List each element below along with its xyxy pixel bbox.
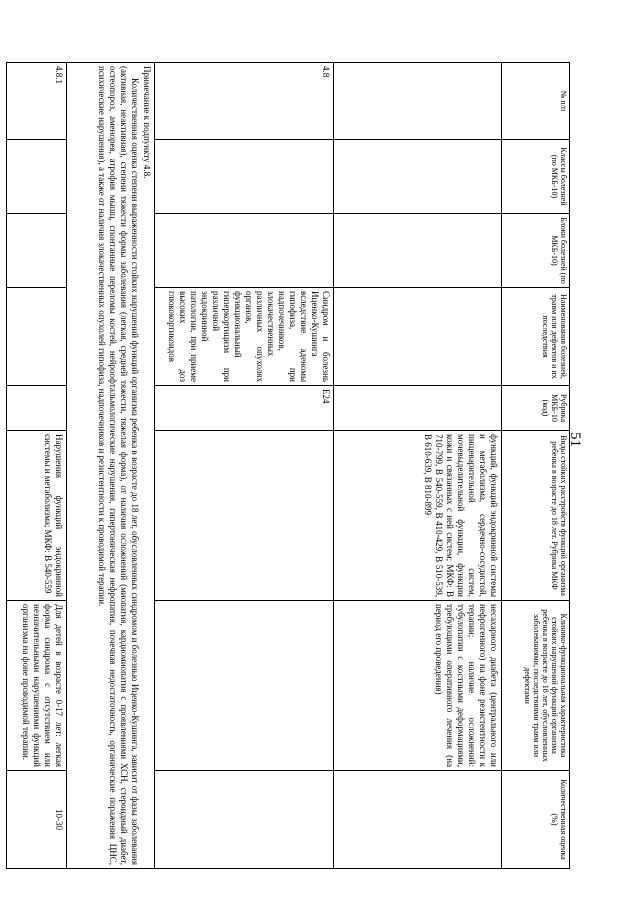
header-score: Количественная оценка (%) xyxy=(501,771,569,869)
disability-criteria-table xyxy=(6,62,570,869)
header-disease-names: Наименования болезней, травм или дефектов и их последствия xyxy=(501,288,569,386)
header-disease-classes: Классы болезней (по МКБ-10) xyxy=(501,140,569,214)
table-row-4-8-1 xyxy=(7,63,67,869)
functions-cell: Нарушения функций эндокринной системы и метаболизма; МКФ: B 540-559 xyxy=(7,431,67,601)
header-clinical-characteristic: Клинико-функциональная характеристика стойких нарушений функций организма ребенка в возрасте до 18 лет, обусловленных заболеваниями, последствиями травм или дефектами xyxy=(501,601,569,771)
header-disease-blocks: Блоки болезней (по МКБ-10) xyxy=(501,214,569,288)
table-row-4-8 xyxy=(155,63,333,869)
row-number: 4.8.1 xyxy=(7,63,67,140)
table-row-continued xyxy=(333,63,501,869)
functions-cell: функций, функций эндокринной системы и метаболизма, сердечно-сосудистой, пищеварительной систем, мочевыделительной функции, функции кожи и связанных с ней систем; МКФ: B 710-799, B 540-559, B 410-429, B 510-539, B 610-639, B 810-899 xyxy=(333,431,501,601)
characteristic-cell: Для детей в возрасте 0-17 лет: легкая форма синдрома с отсутствием или незначительными нарушениями функций организма на фоне проводимой терапии. xyxy=(7,601,67,771)
score-cell: 10-30 xyxy=(7,771,67,869)
note-body: Количественная оценка степени выраженности стойких нарушений функций организма ребенка в возрасте до 18 лет, обусловленных синдромом и болезнью Иценко-Кушинга, зависит от фазы заболевания (активная, неактивная), степени тяжести формы заболевания (легкая, средней тяжести, тяжелая форма), от наличия осложнений (миопатия, кардиомиопатия с проявлениями ХСН, стероидный диабет, остеопороз, аменорея, атрофия мышц, спонтанные переломы костей, нейроофтальмологические нарушения, гипертоническая нефропатия, почечная недостаточность, органические поражения ЦНС, психические нарушения), а также от наличия злокачественных опухолей гипофиза, надпочечников и резистентности к проводимой терапии. xyxy=(97,66,141,865)
header-icd-code: Рубрика МКБ-10 (код) xyxy=(501,386,569,431)
header-function-types: Виды стойких расстройств функций организма ребенка в возрасте до 18 лет. Рубрика МКФ xyxy=(501,431,569,601)
table-header-row xyxy=(501,63,569,869)
icd-code-cell: E24 xyxy=(155,386,333,431)
note-heading: Примечание к подпункту 4.8. xyxy=(142,66,153,179)
header-number: № п/п xyxy=(501,63,569,140)
disease-name-cell: Синдром и болезнь Иценко-Кушинга вследствие аденомы гипофиза, при надпочечников, злокачественных различных опухолях органов, функциональный гиперкортицизм при различной эндокринной патологии, при приеме высоких доз глюкокортикоидов xyxy=(155,288,333,386)
row-number: 4.8 xyxy=(155,63,333,140)
table-note-row xyxy=(67,63,155,869)
characteristic-cell: несахарного диабета (центрального или нефрогенного) на фоне резистентности к терапии; наличие осложнений: тубулопатии с костными деформациями, требующими оперативного лечения (на период его проведения) xyxy=(333,601,501,771)
note-cell xyxy=(67,63,155,869)
page-number: 51 xyxy=(567,432,583,447)
